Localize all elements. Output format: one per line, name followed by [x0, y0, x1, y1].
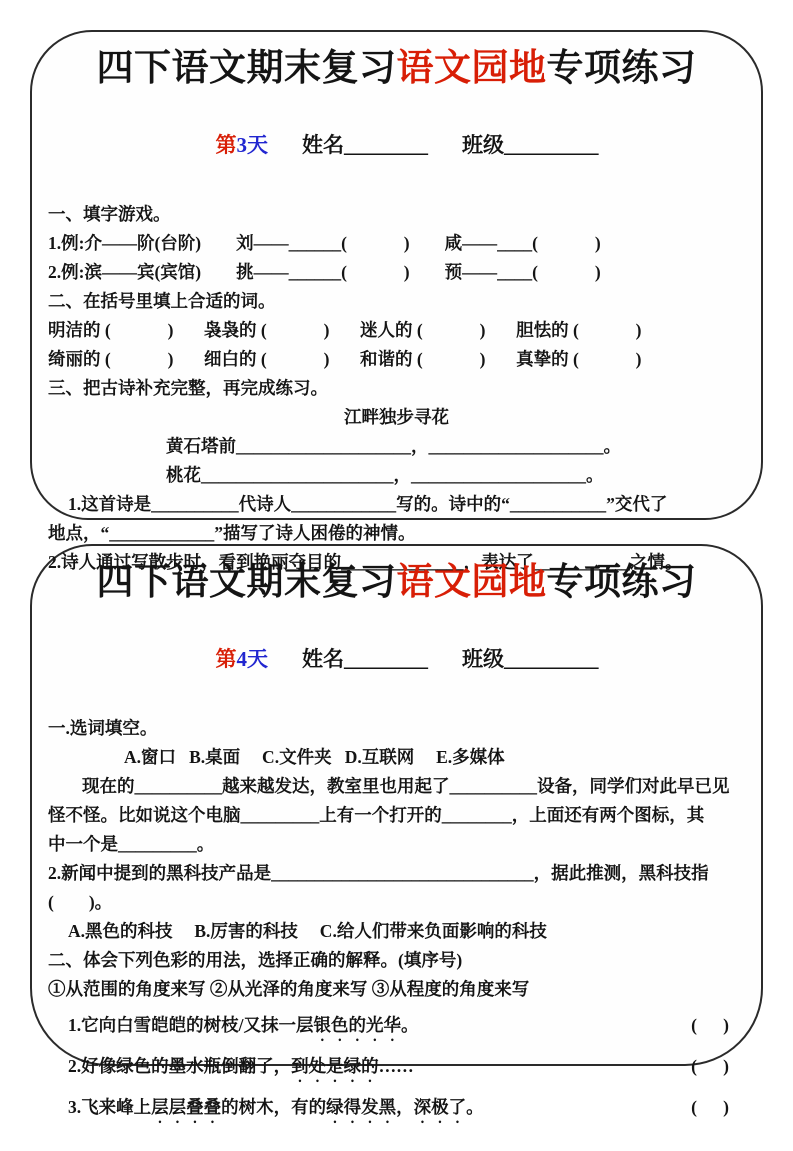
worksheet-panel-day3 — [30, 30, 763, 572]
name-blank: 姓名________ — [302, 133, 428, 157]
worksheet-title — [48, 558, 745, 606]
question2-options: A.黑色的科技 B.厉害的科技 C.给人们带来负面影响的科技 — [68, 921, 547, 941]
emphasized-text: 到处是绿的…… — [291, 1056, 414, 1076]
fill-char-row-2: 2.例:滨——宾(宾馆) 挑——______( ) 预——____( ) — [48, 262, 601, 282]
color-item-3 — [48, 1093, 745, 1127]
question1-line1: 1.这首诗是__________代诗人____________写的。诗中的“___________”交代了 — [68, 494, 668, 514]
word-fill-row-1: 明洁的 ( ) 袅袅的 ( ) 迷人的 ( ) 胆怯的 ( ) — [48, 320, 642, 340]
class-blank: 班级_________ — [462, 133, 599, 157]
question2-line1: 2.新闻中提到的黑科技产品是______________________________，据此推测，黑科技指 — [48, 863, 709, 883]
section1-header: 一、填字游戏。 — [48, 204, 171, 224]
section3-header: 三、把古诗补充完整，再完成练习。 — [48, 378, 328, 398]
worksheet-title — [48, 44, 745, 92]
color-item-2 — [48, 1052, 745, 1086]
title-part2: 专项练习 — [546, 47, 697, 88]
word-options-line: A.窗口 B.桌面 C.文件夹 D.互联网 E.多媒体 — [124, 747, 505, 767]
name-blank: 姓名________ — [302, 647, 428, 671]
title-part2: 专项练习 — [546, 561, 697, 602]
section2-header: 二、在括号里填上合适的词。 — [48, 291, 276, 311]
subtitle-row-day3 — [48, 94, 745, 196]
plain-text: 3.飞来峰上 — [68, 1097, 152, 1117]
worksheet-panel-day4 — [30, 544, 763, 1117]
day-prefix: 第 — [215, 133, 237, 157]
day-prefix: 第 — [215, 647, 237, 671]
plain-text: ， — [396, 1097, 414, 1117]
day-number: 3天 — [236, 133, 268, 157]
plain-text: 。 — [466, 1097, 484, 1117]
section2-intro: ①从范围的角度来写 ②从光泽的角度来写 ③从程度的角度来写 — [48, 979, 530, 999]
emphasized-text: 深极了 — [413, 1097, 467, 1117]
color-item-1-text — [48, 1011, 419, 1045]
paragraph-line-1: 现在的__________越来越发达，教室里也用起了__________设备，同学们对此早已见 — [82, 776, 730, 796]
day-number: 4天 — [236, 647, 268, 671]
panel2-body — [48, 714, 745, 1127]
color-item-2-text — [48, 1052, 414, 1086]
poem-line-2: 桃花______________________，____________________。 — [166, 465, 604, 485]
emphasized-text: 银色的光华 — [313, 1015, 401, 1035]
answer-parens: ( ) — [691, 1097, 729, 1117]
question1-line2: 地点，“____________”描写了诗人困倦的神情。 — [48, 523, 416, 543]
plain-text: 1.它向白雪皑皑的树枝/又抹一层 — [68, 1015, 314, 1035]
emphasized-text: 绿得发黑 — [326, 1097, 397, 1117]
poem-title: 江畔独步寻花 — [344, 407, 449, 427]
title-highlight: 语文园地 — [396, 47, 547, 88]
color-item-1 — [48, 1011, 745, 1045]
paragraph-line-3: 中一个是_________。 — [48, 834, 215, 854]
fill-char-row-1: 1.例:介——阶(台阶) 刘——______( ) 咸——____( ) — [48, 233, 601, 253]
section2-header: 二、体会下列色彩的用法，选择正确的解释。(填序号) — [48, 950, 463, 970]
subtitle-row-day4 — [48, 608, 745, 710]
plain-text: 的树木，有的 — [221, 1097, 327, 1117]
title-highlight: 语文园地 — [396, 561, 547, 602]
plain-text: 。 — [401, 1015, 419, 1035]
panel1-body — [48, 200, 745, 577]
class-blank: 班级_________ — [462, 647, 599, 671]
title-part1: 四下语文期末复习 — [96, 47, 397, 88]
answer-parens: ( ) — [691, 1056, 729, 1076]
poem-line-1: 黄石塔前____________________，____________________。 — [166, 436, 621, 456]
title-part1: 四下语文期末复习 — [96, 561, 397, 602]
question2-line2: ( )。 — [48, 892, 113, 912]
question2-line: 2.诗人通过写散步时，看到艳丽夺目的______________，表达了___________之情。 — [48, 552, 683, 572]
section1-header: 一.选词填空。 — [48, 718, 158, 738]
plain-text: 2.好像绿色的墨水瓶倒翻了， — [68, 1056, 292, 1076]
word-fill-row-2: 绮丽的 ( ) 细白的 ( ) 和谐的 ( ) 真挚的 ( ) — [48, 349, 642, 369]
emphasized-text: 层层叠叠 — [151, 1097, 222, 1117]
color-item-3-text — [48, 1093, 484, 1127]
answer-parens: ( ) — [691, 1015, 729, 1035]
paragraph-line-2: 怪不怪。比如说这个电脑_________上有一个打开的________，上面还有两个图标，其 — [48, 805, 705, 825]
